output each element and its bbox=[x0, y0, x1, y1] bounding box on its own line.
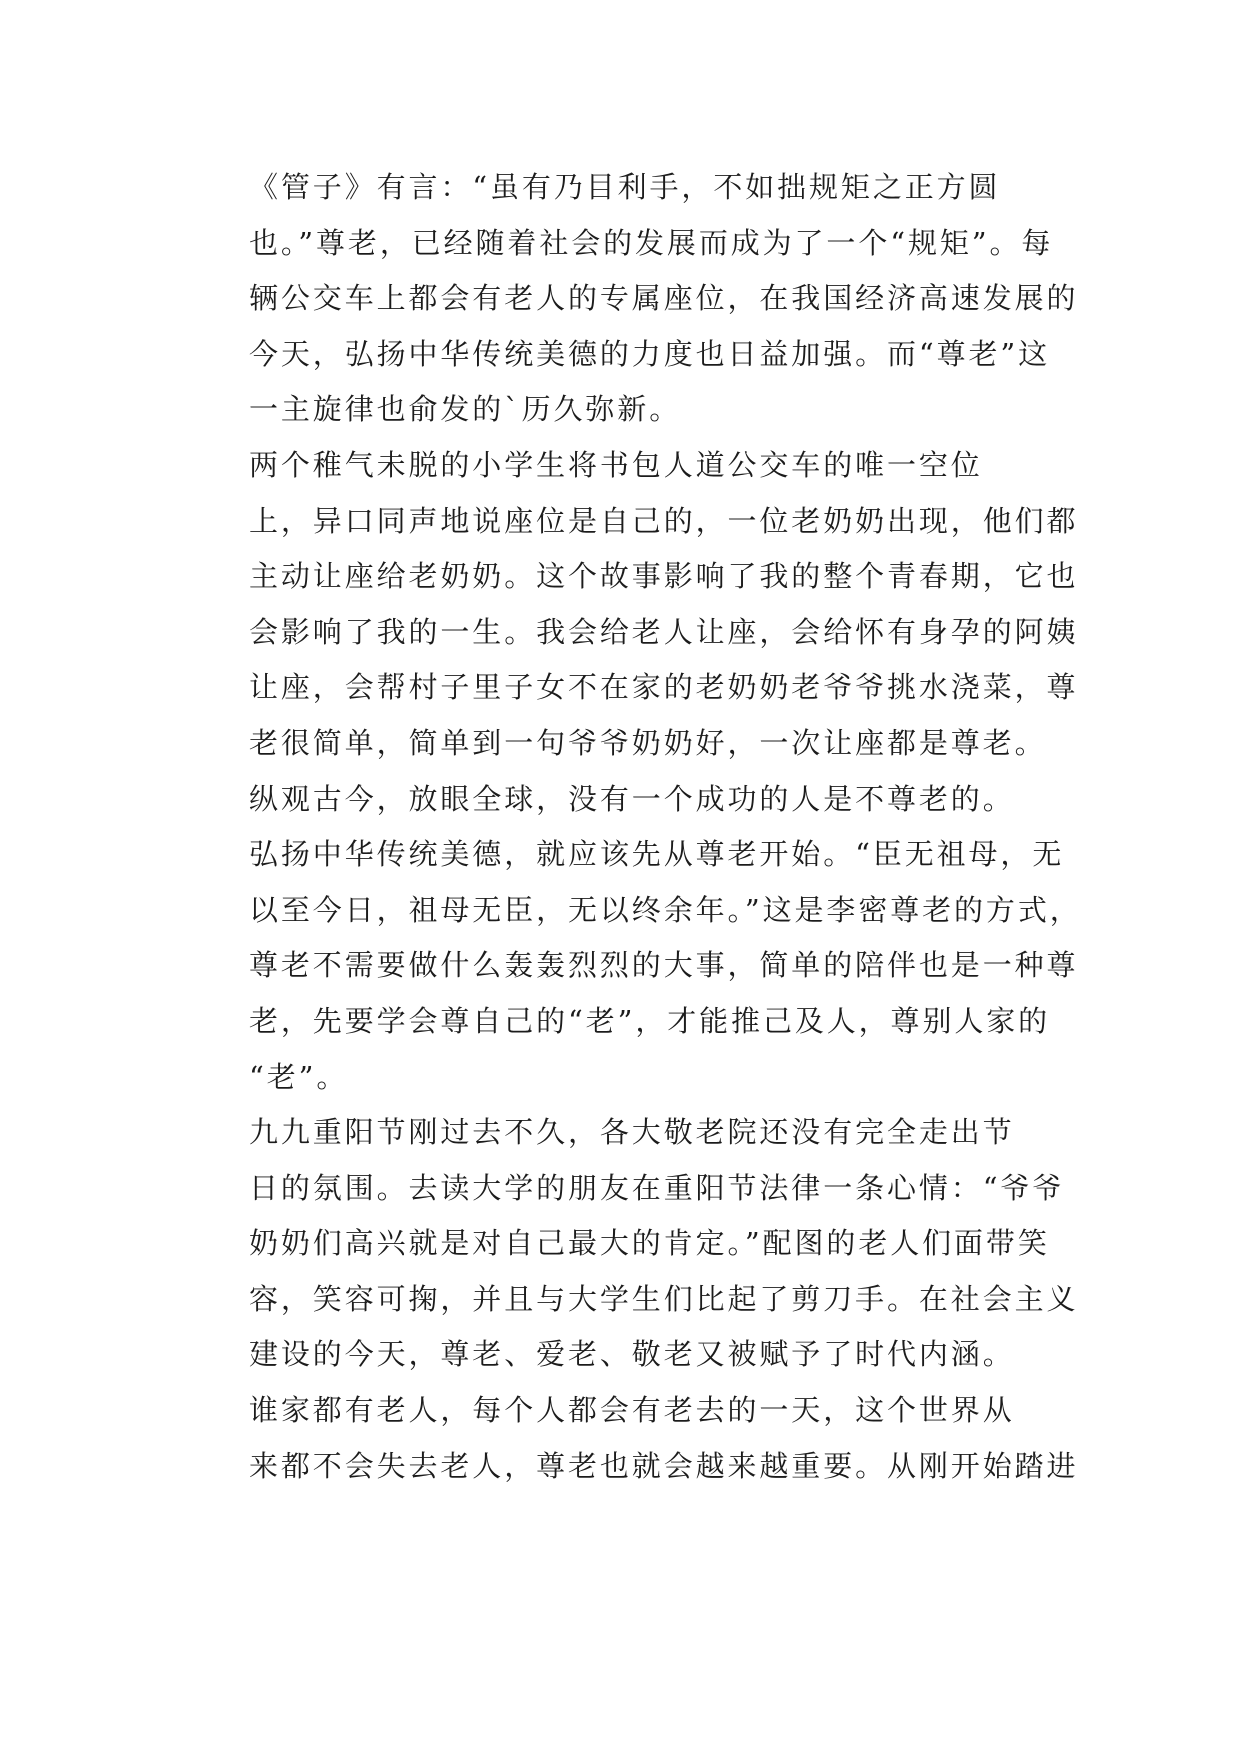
text-line: 建设的今天，尊老、爱老、敬老又被赋予了时代内涵。 bbox=[249, 1337, 1015, 1372]
text-line: 奶奶们高兴就是对自己最大的肯定。”配图的老人们面带笑 bbox=[249, 1226, 1050, 1261]
text-line: 老，先要学会尊自己的“老”，才能推己及人，尊别人家的 bbox=[249, 1003, 1051, 1038]
paragraph-3 bbox=[191, 772, 1082, 1106]
text-line: 九九重阳节刚过去不久，各大敬老院还没有完全走出节 bbox=[249, 1115, 1015, 1150]
text-line: 也。”尊老，已经随着社会的发展而成为了一个“规矩”。每 bbox=[249, 225, 1054, 260]
document-body bbox=[191, 160, 1082, 1494]
text-line: 一主旋律也俞发的`历久弥新。 bbox=[249, 392, 682, 427]
text-line: 会影响了我的一生。我会给老人让座，会给怀有身孕的阿姨 bbox=[249, 614, 1079, 649]
text-line: 老很简单，简单到一句爷爷奶奶好，一次让座都是尊老。 bbox=[249, 725, 1047, 760]
paragraph-4 bbox=[191, 1105, 1079, 1383]
paragraph-2 bbox=[191, 438, 1079, 772]
text-line: 主动让座给老奶奶。这个故事影响了我的整个青春期，它也 bbox=[249, 559, 1079, 594]
text-line: 辆公交车上都会有老人的专属座位，在我国经济高速发展的 bbox=[249, 281, 1079, 316]
text-line: 上，异口同声地说座位是自己的，一位老奶奶出现，他们都 bbox=[249, 503, 1079, 538]
text-line: 尊老不需要做什么轰轰烈烈的大事，简单的陪伴也是一种尊 bbox=[249, 948, 1079, 983]
text-line: 谁家都有老人，每个人都会有老去的一天，这个世界从 bbox=[249, 1393, 1015, 1428]
paragraph-5 bbox=[191, 1383, 1079, 1494]
text-line: 今天，弘扬中华传统美德的力度也日益加强。而“尊老”这 bbox=[249, 336, 1051, 371]
text-line: 来都不会失去老人，尊老也就会越来越重要。从刚开始踏进 bbox=[249, 1448, 1079, 1483]
text-line: 纵观古今，放眼全球，没有一个成功的人是不尊老的。 bbox=[249, 781, 1015, 816]
text-line: 弘扬中华传统美德，就应该先从尊老开始。“臣无祖母，无 bbox=[249, 837, 1065, 872]
text-line: 《管子》有言：“虽有乃目利手，不如拙规矩之正方圆 bbox=[249, 170, 1001, 204]
text-line: “老”。 bbox=[249, 1059, 349, 1094]
paragraph-1 bbox=[191, 160, 1079, 438]
text-line: 以至今日，祖母无臣，无以终余年。”这是李密尊老的方式， bbox=[249, 892, 1082, 927]
text-line: 日的氛围。去读大学的朋友在重阳节法律一条心情：“爷爷 bbox=[249, 1170, 1065, 1205]
text-line: 容，笑容可掬，并且与大学生们比起了剪刀手。在社会主义 bbox=[249, 1281, 1079, 1316]
text-line: 让座，会帮村子里子女不在家的老奶奶老爷爷挑水浇菜，尊 bbox=[249, 670, 1079, 705]
text-line: 两个稚气未脱的小学生将书包人道公交车的唯一空位 bbox=[249, 447, 983, 482]
